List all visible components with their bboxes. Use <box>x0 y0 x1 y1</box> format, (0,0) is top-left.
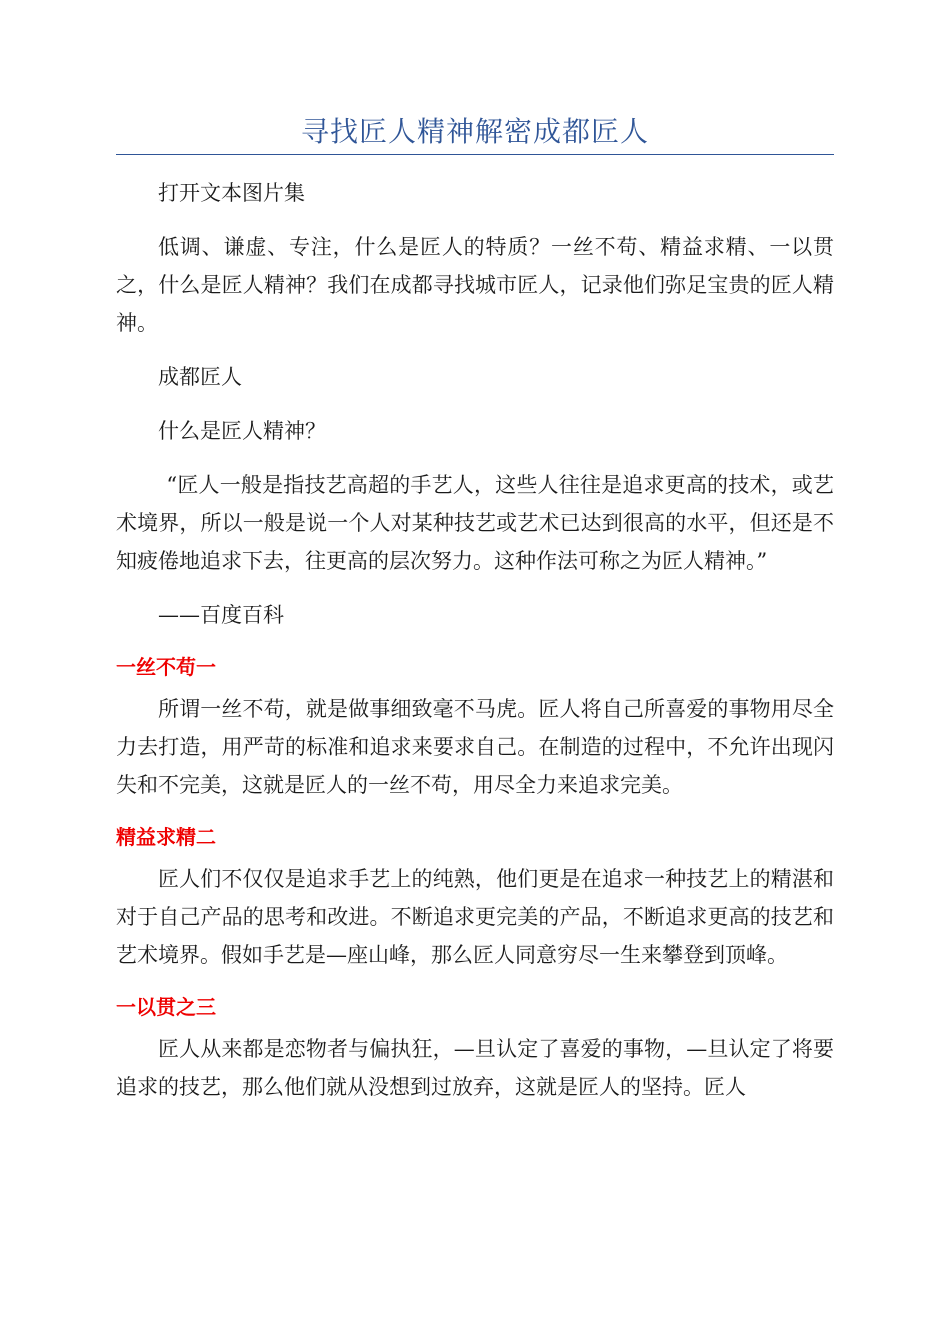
title-underline <box>116 154 834 155</box>
section-heading-3: 一以贯之三 <box>116 995 216 1019</box>
document-body <box>116 174 834 1122</box>
section-text-1: 所谓一丝不苟，就是做事细致毫不马虎。匠人将自己所喜爱的事物用尽全力去打造，用严苛的标准和追求来要求自己。在制造的过程中，不允许出现闪失和不完美，这就是匠人的一丝不苟，用尽全力来追求完美。 <box>116 697 834 797</box>
paragraph-source: ——百度百科 <box>158 603 284 627</box>
document-title: 寻找匠人精神解密成都匠人 <box>300 115 649 148</box>
paragraph-intro: 低调、谦虚、专注，什么是匠人的特质？一丝不苟、精益求精、一以贯之，什么是匠人精神？我们在成都寻找城市匠人，记录他们弥足宝贵的匠人精神。 <box>116 235 834 335</box>
paragraph-chengdu-craftsmen: 成都匠人 <box>158 365 242 389</box>
paragraph-open-gallery: 打开文本图片集 <box>158 181 305 205</box>
section-text-3: 匠人从来都是恋物者与偏执狂，—旦认定了喜爱的事物，—旦认定了将要追求的技艺，那么他们就从没想到过放弃，这就是匠人的坚持。匠人 <box>116 1037 834 1099</box>
paragraph-question: 什么是匠人精神？ <box>158 419 326 443</box>
section-heading-1: 一丝不苟一 <box>116 655 216 679</box>
section-heading-2: 精益求精二 <box>116 825 216 849</box>
section-text-2: 匠人们不仅仅是追求手艺上的纯熟，他们更是在追求一种技艺上的精湛和对于自己产品的思考和改进。不断追求更完美的产品，不断追求更高的技艺和艺术境界。假如手艺是—座山峰，那么匠人同意穷尽一生来攀登到顶峰。 <box>116 867 834 967</box>
paragraph-definition-quote: “匠人一般是指技艺高超的手艺人，这些人往往是追求更高的技术，或艺术境界，所以一般是说一个人对某种技艺或艺术已达到很高的水平，但还是不知疲倦地追求下去，往更高的层次努力。这种作法可称之为匠人精神。” <box>116 473 834 573</box>
